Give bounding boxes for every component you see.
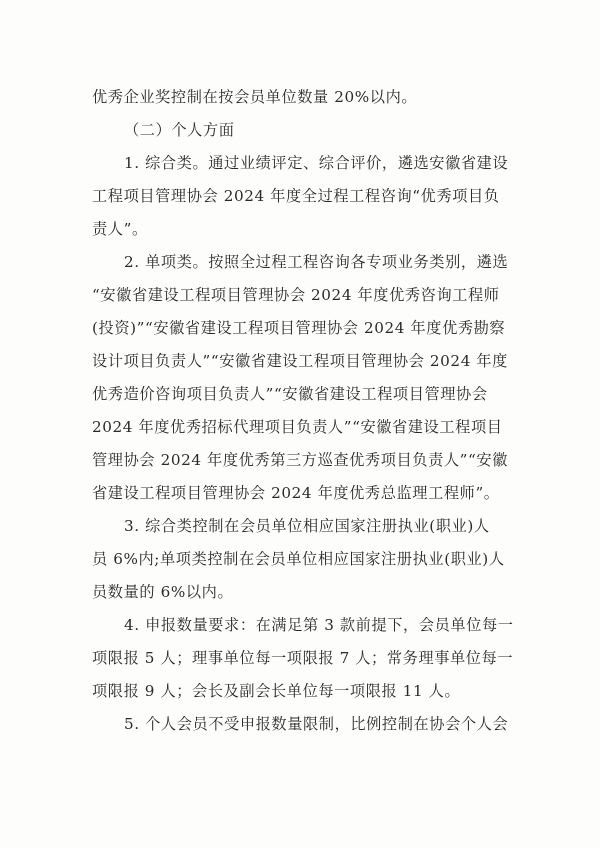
text-line: 优秀造价咨询项目负责人”“安徽省建设工程项目管理协会 [92, 385, 488, 403]
text-line: 项限报 9 人；会长及副会长单位每一项限报 11 人。 [92, 682, 461, 700]
text-line: 2024 年度优秀招标代理项目负责人”“安徽省建设工程项目 [92, 418, 503, 436]
text-line: 优秀企业奖控制在按会员单位数量 20%以内。 [92, 88, 418, 106]
text-line: (投资)”“安徽省建设工程项目管理协会 2024 年度优秀勘察 [92, 319, 506, 337]
text-line: 5. 个人会员不受申报数量限制，比例控制在协会个人会 [124, 715, 509, 733]
text-line: 设计项目负责人”“安徽省建设工程项目管理协会 2024 年度 [92, 352, 508, 370]
text-line: “安徽省建设工程项目管理协会 2024 年度优秀咨询工程师 [92, 286, 500, 304]
text-line: 1. 综合类。通过业绩评定、综合评价，遴选安徽省建设 [124, 154, 509, 172]
text-line: 管理协会 2024 年度优秀第三方巡查优秀项目负责人”“安徽 [92, 451, 508, 469]
text-line: 员 6%内;单项类控制在会员单位相应国家注册执业(职业)人 [92, 550, 505, 568]
text-line: 员数量的 6%以内。 [92, 583, 234, 601]
text-line: 项限报 5 人；理事单位每一项限报 7 人；常务理事单位每一 [92, 649, 514, 667]
text-line: 2. 单项类。按照全过程工程咨询各专项业务类别，遴选 [124, 253, 509, 271]
text-line: 工程项目管理协会 2024 年度全过程工程咨询“优秀项目负 [92, 187, 500, 205]
text-line: 3. 综合类控制在会员单位相应国家注册执业(职业)人 [124, 517, 490, 535]
text-line: 责人”。 [92, 220, 148, 238]
section-heading: （二）个人方面 [124, 121, 235, 139]
text-line: 4. 申报数量要求：在满足第 3 款前提下，会员单位每一 [124, 616, 514, 634]
text-line: 省建设工程项目管理协会 2024 年度优秀总监理工程师”。 [92, 484, 500, 502]
